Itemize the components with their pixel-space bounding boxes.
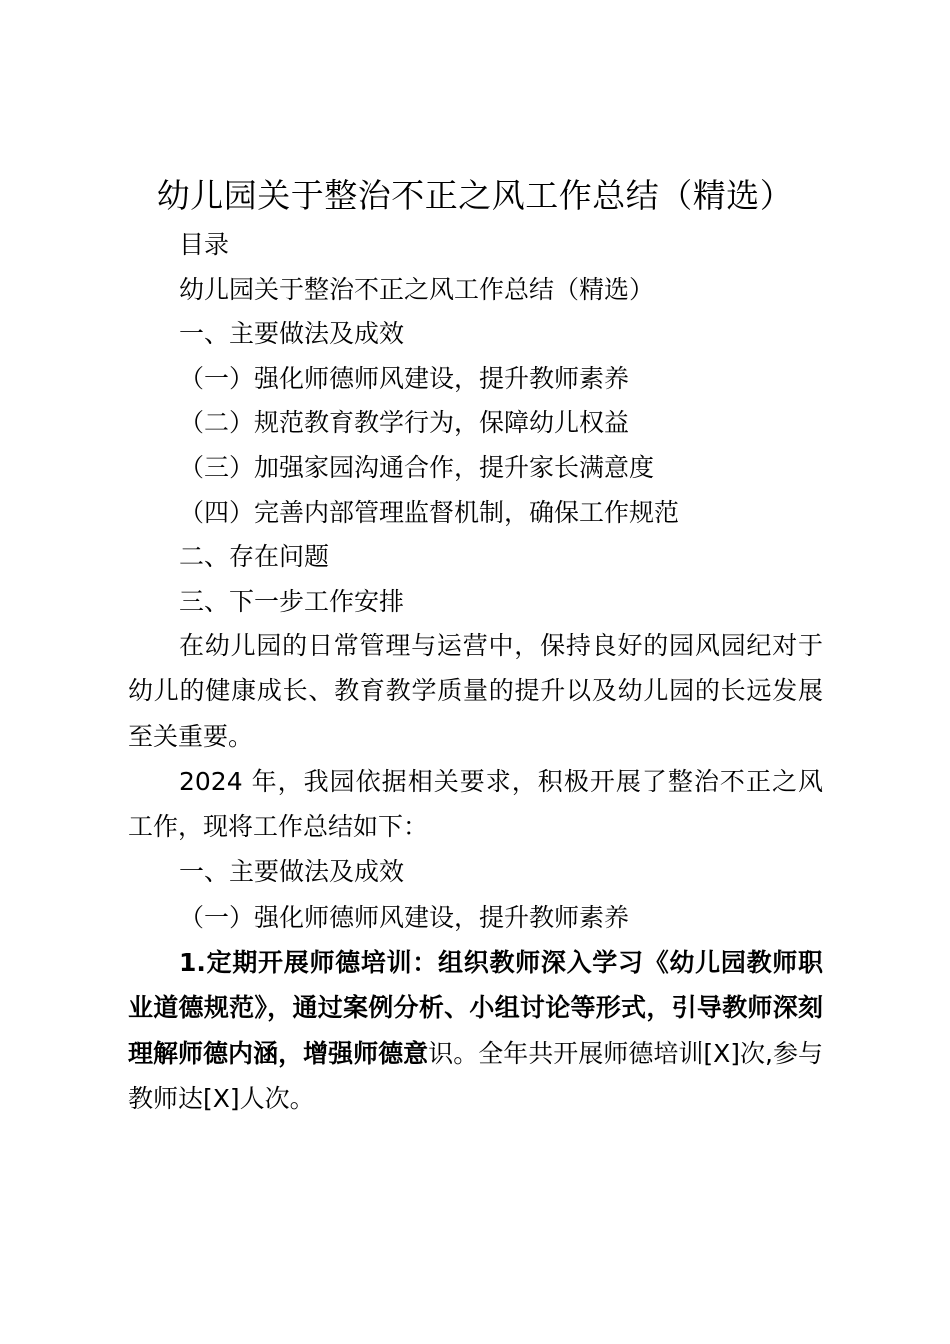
toc-item: （三）加强家园沟通合作，提升家长满意度 <box>179 452 655 482</box>
toc-item: （一）强化师德师风建设，提升教师素养 <box>179 363 630 393</box>
document-title: 幼儿园关于整治不正之风工作总结（精选） <box>156 176 794 215</box>
item-1-paragraph <box>128 940 823 1121</box>
toc-label: 目录 <box>179 230 230 259</box>
toc-item: 二、存在问题 <box>179 542 330 572</box>
toc-item: （四）完善内部管理监督机制，确保工作规范 <box>179 497 680 527</box>
table-of-contents <box>179 223 679 624</box>
intro-paragraph: 在幼儿园的日常管理与运营中，保持良好的园风园纪对于幼儿的健康成长、教育教学质量的提升以及幼儿园的长远发展至关重要。 <box>128 631 823 751</box>
item-1-normal-text: 识。全年共开展师德培训[X]次,参与教师达[X]人次。 <box>128 1038 823 1113</box>
subsection-heading: （一）强化师德师风建设，提升教师素养 <box>179 902 630 932</box>
toc-item: 三、下一步工作安排 <box>179 586 405 616</box>
toc-item: 一、主要做法及成效 <box>179 319 405 349</box>
section-heading: 一、主要做法及成效 <box>179 857 405 887</box>
toc-item: （二）规范教育教学行为，保障幼儿权益 <box>179 408 630 438</box>
item-1-bold-text: 1.定期开展师德培训：组织教师深入学习《幼儿园教师职业道德规范》，通过案例分析、小组讨论等形式，引导教师深刻理解师德内涵，增强师德意 <box>128 948 823 1068</box>
document-body <box>128 623 823 1121</box>
toc-item: 幼儿园关于整治不正之风工作总结（精选） <box>179 274 655 304</box>
year-paragraph: 2024 年，我园依据相关要求，积极开展了整治不正之风工作，现将工作总结如下： <box>128 766 823 842</box>
